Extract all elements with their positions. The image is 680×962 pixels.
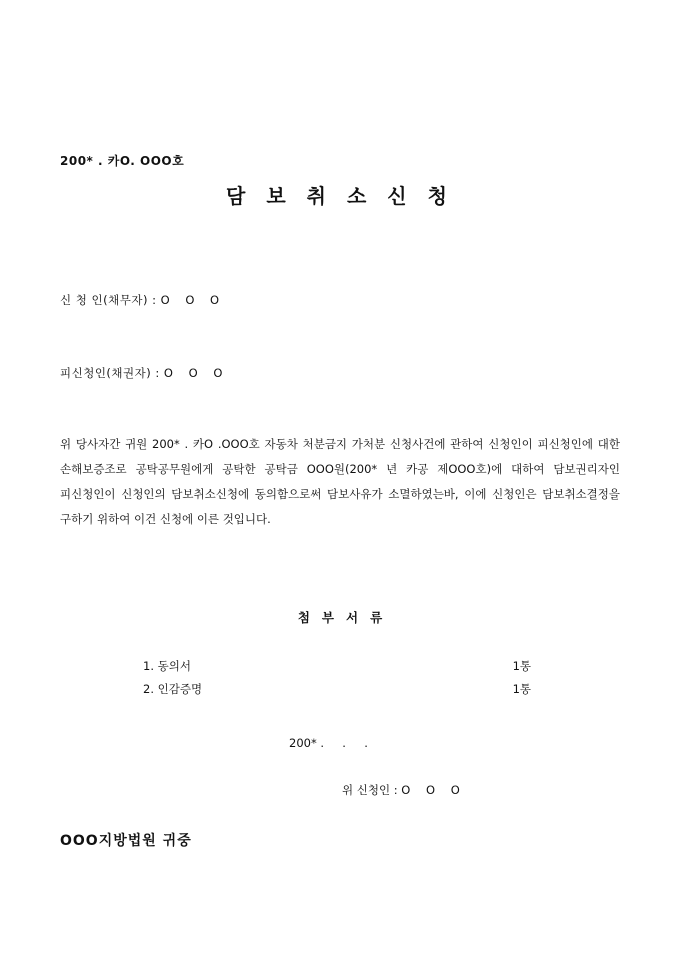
attachments-list [143,658,531,704]
application-date: 200* . . . [289,736,368,750]
court-addressee: OOO지방법원 귀중 [60,833,192,849]
attachment-item [143,681,531,704]
attachment-item [143,658,531,681]
attachment-label: 1. 동의서 [143,659,191,673]
respondent-line [60,365,228,381]
document-title: 담보취소신청 [226,184,468,208]
applicant-line [60,292,225,308]
applicant-label: 신 청 인(채무자) : [60,293,161,307]
application-body: 위 당사자간 귀원 200* . 카O .OOO호 자동차 처분금지 가처분 신청사건에 관하여 신청인이 피신청인에 대한 손해보증조로 공탁공무원에게 공탁한 공탁금 OOO원(200* 년 카공 제OOO호)에 대하여 담보권리자인 피신청인이 신청인의 담보취소신청에 동의함으로써 담보사유가 소멸하였는바, 이에 신청인은 담보취소결정을 구하기 위하여 이건 신청에 이른 것입니다. [60,437,620,526]
signature-label: 위 신청인 : [342,783,402,797]
respondent-name: O O O [163,366,229,380]
signature-line [342,782,466,798]
respondent-label: 피신청인(채권자) : [60,366,164,380]
case-number: 200* . 카O. OOO호 [60,154,185,168]
attachment-label: 2. 인감증명 [143,682,203,696]
attachments-heading: 첨부서류 [297,610,395,625]
applicant-name: O O O [160,293,226,307]
attachment-count: 1통 [512,659,531,673]
signature-name: O O O [401,783,466,797]
attachment-count: 1통 [512,682,531,696]
